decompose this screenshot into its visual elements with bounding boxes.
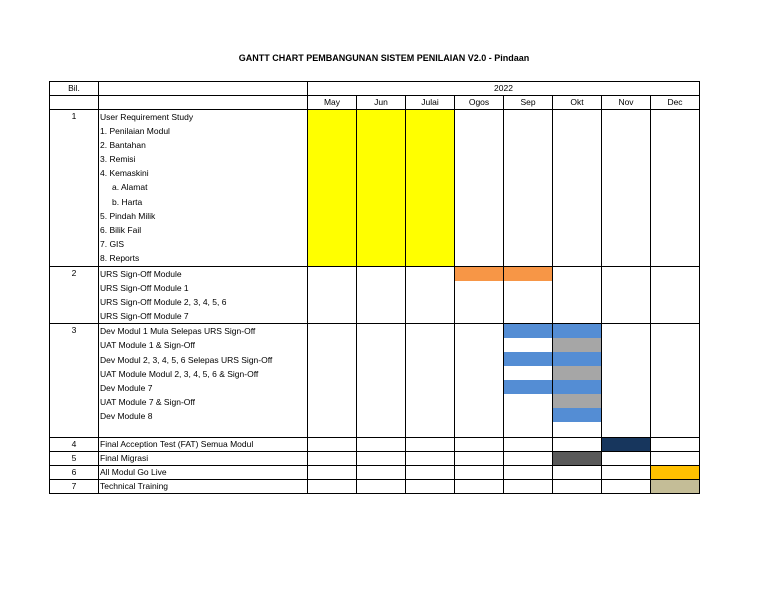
- empty-cell: [651, 452, 700, 466]
- empty-cell: [308, 452, 357, 466]
- empty-cell: [553, 267, 602, 324]
- empty-cell: [504, 452, 553, 466]
- task-item: User Requirement Study: [100, 112, 194, 122]
- empty-cell: [406, 267, 455, 324]
- month-dec: Dec: [651, 96, 700, 110]
- gap: [504, 366, 552, 380]
- task-item: Technical Training: [99, 480, 308, 494]
- task-item: b. Harta: [112, 196, 143, 207]
- task-item: UAT Module 1 & Sign-Off: [100, 340, 195, 351]
- empty-cell: [308, 438, 357, 452]
- empty-cell: [602, 466, 651, 480]
- empty-cell: [651, 438, 700, 452]
- bar-okt-uat-module-1: [553, 338, 601, 352]
- empty-cell: [651, 324, 700, 438]
- empty-cell: [308, 267, 357, 324]
- task-item: Final Acception Test (FAT) Semua Modul: [99, 438, 308, 452]
- task-item: 8. Reports: [100, 252, 140, 263]
- task-item: URS Sign-Off Module: [100, 269, 182, 279]
- empty-cell: [553, 480, 602, 494]
- gap: [504, 338, 552, 352]
- bar-sep-dev-modul-1: [504, 324, 552, 338]
- bar-sep-urs-signoff: [504, 267, 552, 281]
- task-item: Dev Module 8: [100, 410, 153, 421]
- empty-cell: [406, 466, 455, 480]
- empty-cell: [602, 480, 651, 494]
- task-item: a. Alamat: [112, 182, 148, 193]
- empty-cell: [455, 324, 504, 438]
- bil-5: 5: [50, 452, 99, 466]
- bar-okt-uat-modul-2-6: [553, 366, 601, 380]
- section-6: [50, 466, 700, 480]
- bil-1: 1: [50, 110, 99, 267]
- empty-cell: [455, 466, 504, 480]
- bar-okt-final-migrasi: [553, 452, 602, 466]
- task-item: 4. Kemaskini: [100, 168, 149, 179]
- empty-cell: [308, 466, 357, 480]
- task-item: URS Sign-Off Module 1: [100, 283, 189, 294]
- task-item: 6. Bilik Fail: [100, 224, 142, 235]
- task-item: All Modul Go Live: [99, 466, 308, 480]
- empty-cell: [553, 438, 602, 452]
- section-3: [50, 324, 700, 438]
- cell-ogos-urs: [455, 267, 504, 324]
- empty-cell: [455, 452, 504, 466]
- empty-cell: [504, 480, 553, 494]
- bil-header: Bil.: [50, 82, 99, 96]
- empty-cell: [406, 480, 455, 494]
- empty-cell: [504, 466, 553, 480]
- bil-6: 6: [50, 466, 99, 480]
- empty-cell: [602, 110, 651, 267]
- empty-cell: [651, 267, 700, 324]
- empty-cell: [406, 438, 455, 452]
- empty-cell: [504, 110, 553, 267]
- task-item: 2. Bantahan: [100, 140, 146, 151]
- task-item: 7. GIS: [100, 238, 125, 249]
- empty-cell: [357, 438, 406, 452]
- empty-cell: [357, 466, 406, 480]
- task-item: 3. Remisi: [100, 154, 136, 165]
- bil-2: 2: [50, 267, 99, 324]
- bil-3: 3: [50, 324, 99, 438]
- month-nov: Nov: [602, 96, 651, 110]
- section-2: [50, 267, 700, 324]
- section-1: [50, 110, 700, 267]
- section-1-tasks: [99, 110, 308, 267]
- empty-cell: [357, 452, 406, 466]
- bar-jun-urs: [357, 110, 406, 267]
- bar-okt-dev-modul-2-6: [553, 352, 601, 366]
- year-header: 2022: [308, 82, 700, 96]
- bar-dec-go-live: [651, 466, 700, 480]
- task-item: Dev Module 7: [100, 382, 153, 393]
- task-item: UAT Module Modul 2, 3, 4, 5, 6 & Sign-Off: [100, 368, 259, 379]
- empty-cell: [308, 324, 357, 438]
- empty-cell: [602, 324, 651, 438]
- bar-okt-dev-modul-1: [553, 324, 601, 338]
- empty-cell: [357, 480, 406, 494]
- cell-sep-urs: [504, 267, 553, 324]
- empty-cell: [455, 110, 504, 267]
- task-item: URS Sign-Off Module 2, 3, 4, 5, 6: [100, 297, 227, 308]
- bar-okt-dev-module-8: [553, 408, 601, 422]
- month-sep: Sep: [504, 96, 553, 110]
- bar-ogos-urs-signoff: [455, 267, 503, 281]
- task-item: UAT Module 7 & Sign-Off: [100, 396, 195, 407]
- task-item: 1. Penilaian Modul: [100, 126, 170, 137]
- empty-cell: [553, 110, 602, 267]
- month-ogos: Ogos: [455, 96, 504, 110]
- empty-cell: [406, 324, 455, 438]
- bil-7: 7: [50, 480, 99, 494]
- bar-may-urs: [308, 110, 357, 267]
- task-item: Final Migrasi: [99, 452, 308, 466]
- task-item: URS Sign-Off Module 7: [100, 311, 189, 322]
- chart-title: GANTT CHART PEMBANGUNAN SISTEM PENILAIAN V2.0 - Pindaan: [238, 53, 530, 63]
- section-2-tasks: [99, 267, 308, 324]
- gantt-table: [49, 81, 700, 494]
- month-okt: Okt: [553, 96, 602, 110]
- task-item: Dev Modul 1 Mula Selepas URS Sign-Off: [100, 326, 256, 337]
- empty-cell: [406, 452, 455, 466]
- bar-julai-urs: [406, 110, 455, 267]
- empty-cell: [308, 480, 357, 494]
- empty-cell: [455, 480, 504, 494]
- task-header-blank: [99, 82, 308, 96]
- section-3-tasks: [99, 324, 308, 438]
- month-julai: Julai: [406, 96, 455, 110]
- empty-cell: [602, 267, 651, 324]
- bar-sep-dev-modul-2-6: [504, 352, 552, 366]
- blank-cell: [99, 96, 308, 110]
- empty-cell: [504, 438, 553, 452]
- header-row-year: [50, 82, 700, 96]
- bil-4: 4: [50, 438, 99, 452]
- task-item: 5. Pindah Milik: [100, 210, 156, 221]
- bar-dec-technical-training: [651, 480, 700, 494]
- empty-cell: [553, 466, 602, 480]
- bar-nov-fat: [602, 438, 651, 452]
- task-item: Dev Modul 2, 3, 4, 5, 6 Selepas URS Sign-Off: [100, 354, 273, 365]
- empty-cell: [357, 324, 406, 438]
- section-7: [50, 480, 700, 494]
- empty-cell: [602, 452, 651, 466]
- cell-sep-dev: [504, 324, 553, 438]
- header-row-months: [50, 96, 700, 110]
- empty-cell: [455, 438, 504, 452]
- section-5: [50, 452, 700, 466]
- bar-okt-dev-module-7: [553, 380, 601, 394]
- blank-cell: [50, 96, 99, 110]
- cell-okt-dev: [553, 324, 602, 438]
- month-may: May: [308, 96, 357, 110]
- month-jun: Jun: [357, 96, 406, 110]
- bar-okt-uat-module-7: [553, 394, 601, 408]
- section-4: [50, 438, 700, 452]
- empty-cell: [357, 267, 406, 324]
- bar-sep-dev-module-7: [504, 380, 552, 394]
- empty-cell: [651, 110, 700, 267]
